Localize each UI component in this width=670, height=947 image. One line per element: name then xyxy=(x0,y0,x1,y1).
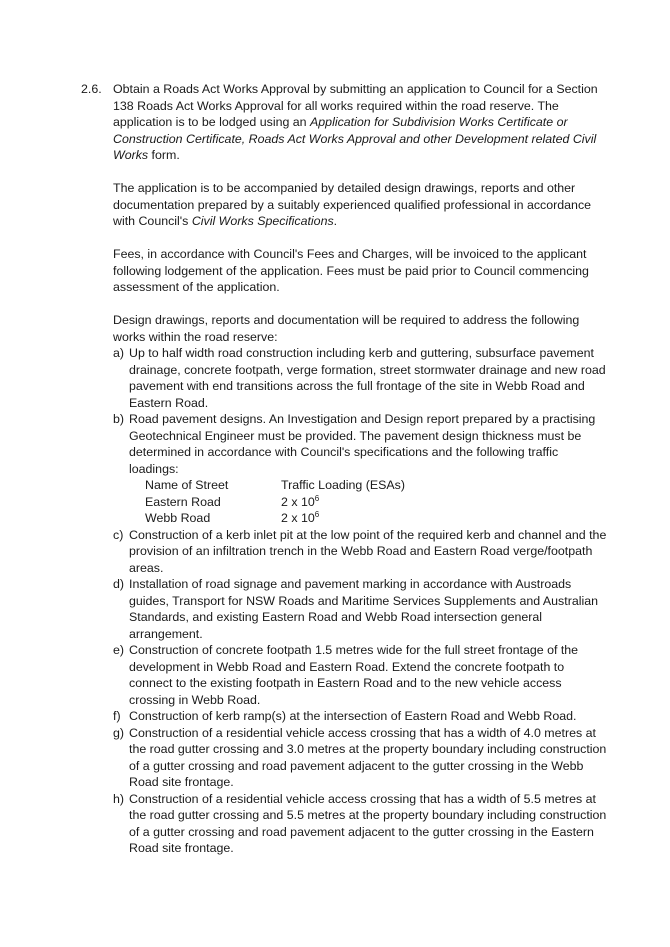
table-cell-loading: 2 x $10^6$ xyxy=(281,493,320,509)
list-item-text: Construction of a kerb inlet pit at the low point of the required kerb and channel and the provision of an infiltration trench in the Webb Road and Eastern Road verge/footpath areas. xyxy=(129,527,607,575)
table-row xyxy=(145,494,608,511)
table-cell-street: Eastern Road xyxy=(145,494,221,509)
list-item-text: Construction of kerb ramp(s) at the intersection of Eastern Road and Webb Road. xyxy=(129,709,577,723)
section-number: 2.6. xyxy=(81,82,102,96)
list-item xyxy=(113,791,608,857)
list-item xyxy=(113,708,608,725)
list-marker: d) xyxy=(113,577,125,591)
list-item-text: Construction of concrete footpath 1.5 metres wide for the full street frontage of the development in Webb Road and Eastern Road. Extend the concrete footpath to connect to the existing footpath in Eastern Road and to the new vehicle access crossing in Webb Road. xyxy=(129,643,579,707)
works-list xyxy=(113,345,608,857)
table-header-street: Name of Street xyxy=(145,478,229,492)
list-marker: f) xyxy=(113,709,121,723)
list-item-text: Construction of a residential vehicle access crossing that has a width of 4.0 metres at the road gutter crossing and 3.0 metres at the property boundary including construction of a gutter crossing and road pavement adjacent to the gutter crossing in the Webb Road site frontage. xyxy=(129,725,607,789)
table-row xyxy=(145,510,608,527)
list-item-text: Up to half width road construction including kerb and guttering, subsurface pavement drainage, concrete footpath, verge formation, street stormwater drainage and new road pavement with end transitions across the full frontage of the site in Webb Road and Eastern Road. xyxy=(129,346,606,410)
para2-text: The application is to be accompanied by detailed design drawings, reports and other documentation prepared by a suitably experienced qualified professional in accordance with Council's xyxy=(113,181,592,228)
list-marker: g) xyxy=(113,725,125,740)
list-item xyxy=(113,345,608,411)
list-item-text: Road pavement designs. An Investigation and Design report prepared by a practising Geotechnical Engineer must be provided. The pavement design thickness must be determined in accordance with Council's specifications and the following traffic loadings: xyxy=(129,412,596,476)
paragraph-roads-act-approval xyxy=(113,81,608,164)
list-marker: b) xyxy=(113,412,125,426)
list-marker: e) xyxy=(113,643,125,657)
section-body xyxy=(113,81,608,857)
table-cell-loading: 2 x $10^6$ xyxy=(281,509,320,525)
table-header-loading: Traffic Loading (ESAs) xyxy=(281,478,405,492)
list-item xyxy=(113,642,608,708)
para1-end: form. xyxy=(148,148,180,162)
list-marker: a) xyxy=(113,346,125,360)
list-item xyxy=(113,576,608,642)
para2-end: . xyxy=(333,214,338,228)
list-marker: c) xyxy=(113,527,124,542)
list-marker: h) xyxy=(113,791,125,806)
table-header-row xyxy=(145,477,608,494)
list-item xyxy=(113,725,608,791)
paragraph-fees: Fees, in accordance with Council's Fees and Charges, will be invoiced to the applicant following lodgement of the application. Fees must be paid prior to Council commencing assessment of the application. xyxy=(113,247,589,294)
paragraph-documentation xyxy=(113,180,608,230)
list-item-text: Installation of road signage and pavement marking in accordance with Austroads guides, Transport for NSW Roads and Maritime Services Supplements and Australian Standards, and existing Eastern Road and Webb Road intersection general arrangement. xyxy=(129,577,598,641)
paragraph-design-intro: Design drawings, reports and documentation will be required to address the following works within the road reserve: xyxy=(113,313,580,344)
list-item-text: Construction of a residential vehicle access crossing that has a width of 5.5 metres at the road gutter crossing and 5.5 metres at the property boundary including construction of a gutter crossing and road pavement adjacent to the gutter crossing in the Eastern Road site frontage. xyxy=(129,791,607,855)
form-name: Application for Subdivision Works Certificate or Construction Certificate, Roads Act Works Approval and other Development related Civil Works xyxy=(113,115,597,162)
list-item xyxy=(113,411,608,527)
table-cell-street: Webb Road xyxy=(145,511,211,525)
para1-text: Obtain a Roads Act Works Approval by submitting an application to Council for a Section 138 Roads Act Works Approval for all works required within the road reserve. The application is to be lodged using an xyxy=(113,82,598,129)
traffic-loading-table xyxy=(145,477,608,527)
list-item xyxy=(113,527,608,577)
specifications-name: Civil Works Specifications xyxy=(191,214,334,228)
